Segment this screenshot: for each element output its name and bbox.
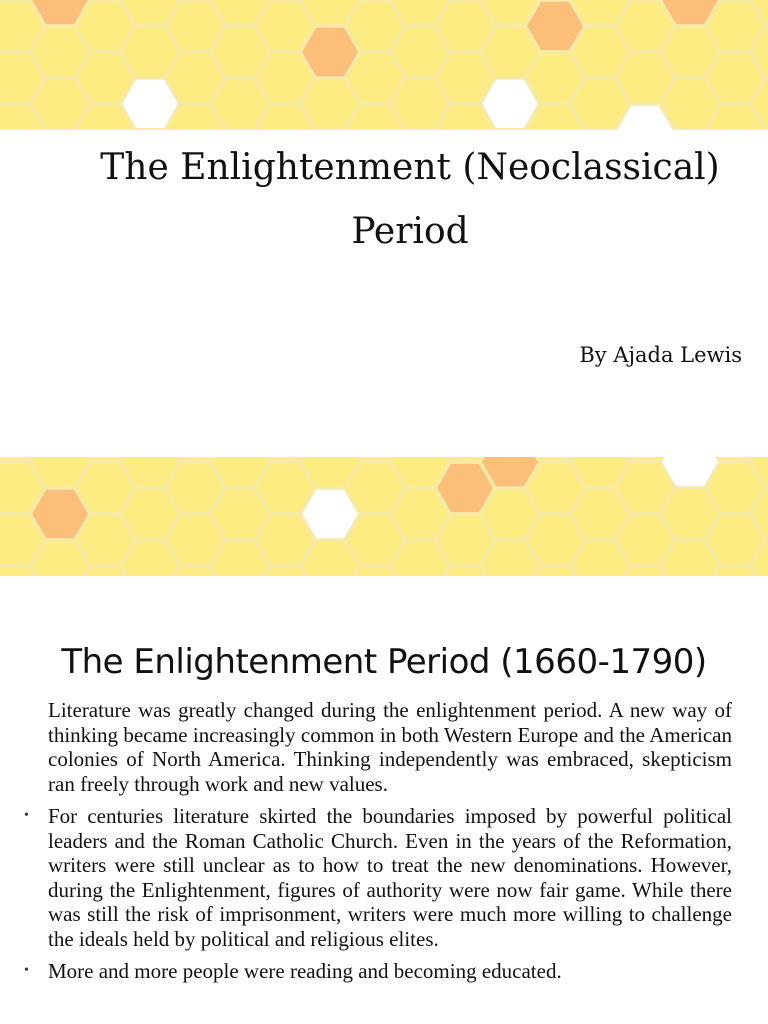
- author-byline: By Ajada Lewis: [579, 343, 742, 367]
- presentation-title: [70, 136, 750, 264]
- bullet-item-education: • More and more people were reading and becoming educated.: [48, 959, 732, 984]
- honeycomb-band-bottom: [0, 457, 768, 576]
- title-line-1: The Enlightenment (Neoclassical): [100, 147, 720, 188]
- title-line-2: Period: [351, 211, 469, 252]
- slide-heading: The Enlightenment Period (1660-1790): [61, 642, 707, 682]
- bullet-item-authority: • For centuries literature skirted the boundaries imposed by powerful political leaders and the Roman Catholic Church. Even in the years of the Reformation, writers were still unclear as to how to treat the new denominations. However, during the Enlightenment, figures of authority were now fair game. While there was still the risk of imprisonment, writers were much more willing to challenge the ideals held by political and religious elites.: [48, 804, 732, 951]
- content-slide: [0, 576, 768, 1024]
- paragraph-intro: Literature was greatly changed during the enlightenment period. A new way of thinking became increasingly common in both Western Europe and the American colonies of North America. Thinking independently was embraced, skepticism ran freely through work and new values.: [48, 698, 732, 796]
- body-text-list: [48, 698, 732, 992]
- honeycomb-band-top: [0, 0, 768, 130]
